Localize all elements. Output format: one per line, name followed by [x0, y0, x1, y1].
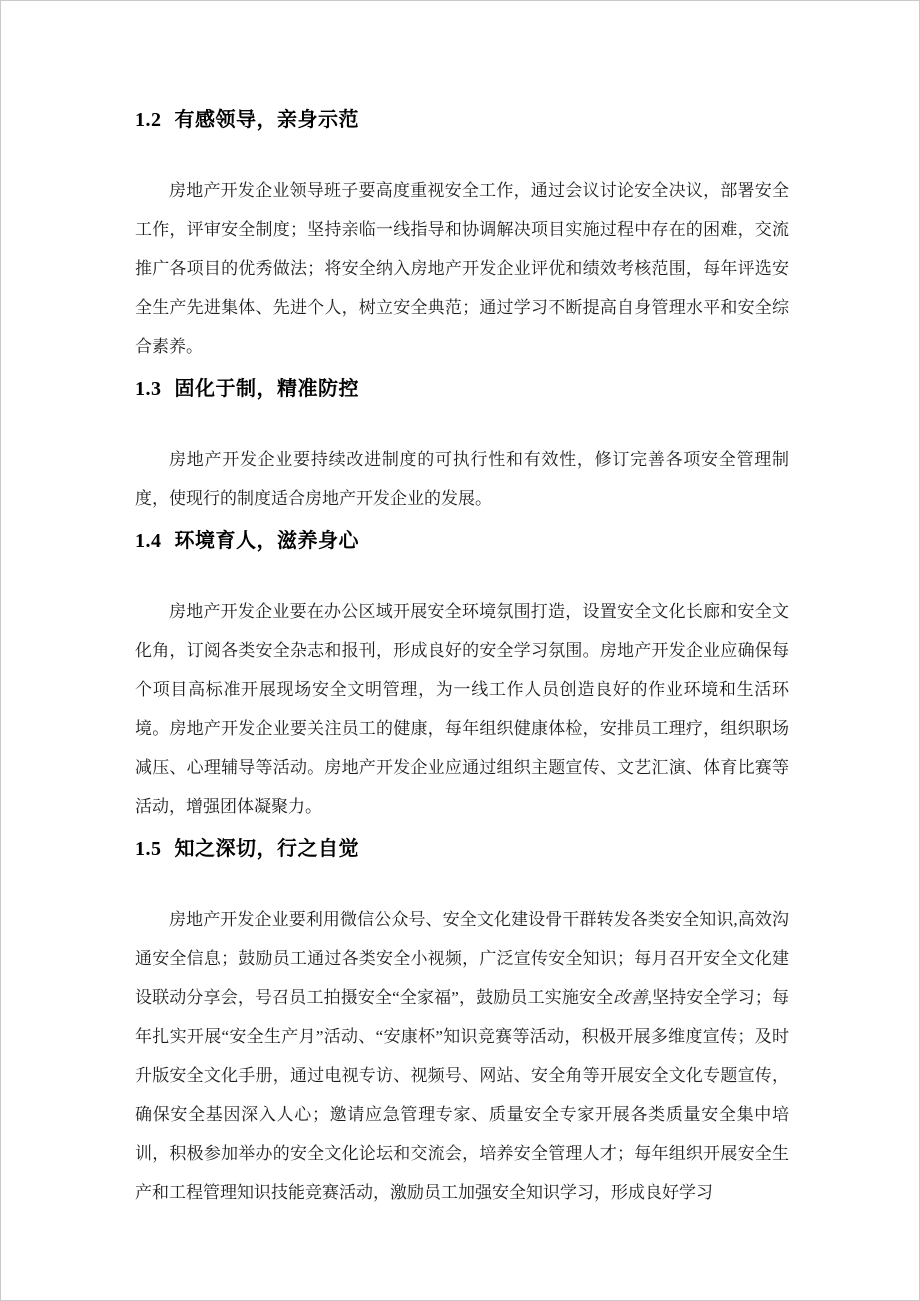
paragraph-text-italic: 改善 [613, 988, 648, 1007]
paragraph [135, 900, 789, 1212]
heading-title: 有感领导，亲身示范 [174, 109, 359, 131]
paragraph: 房地产开发企业要持续改进制度的可执行性和有效性，修订完善各项安全管理制度，使现行的制度适合房地产开发企业的发展。 [135, 450, 789, 508]
paragraph: 房地产开发企业要在办公区域开展安全环境氛围打造，设置安全文化长廊和安全文化角，订阅各类安全杂志和报刊，形成良好的安全学习氛围。房地产开发企业应确保每个项目高标准开展现场安全文明管理，为一线工作人员创造良好的作业环境和生活环境。房地产开发企业要关注员工的健康，每年组织健康体检，安排员工理疗，组织职场减压、心理辅导等活动。房地产开发企业应通过组织主题宣传、文艺汇演、体育比赛等活动，增强团体凝聚力。 [135, 602, 789, 816]
heading-number: 1.5 [135, 838, 162, 860]
section-heading [135, 107, 789, 133]
heading-number: 1.2 [135, 109, 162, 131]
paragraph-text: ,坚持安全学习；每年扎实开展“安全生产月”活动、“安康杯”知识竞赛等活动，积极开展多维度宣传；及时升版安全文化手册，通过电视专访、视频号、网站、安全角等开展安全文化专题宣传，确保安全基因深入人心；邀请应急管理专家、质量安全专家开展各类质量安全集中培训，积极参加举办的安全文化论坛和交流会，培养安全管理人才；每年组织开展安全生产和工程管理知识技能竞赛活动，激励员工加强安全知识学习，形成良好学习 [135, 988, 790, 1202]
heading-title: 环境育人，滋养身心 [174, 530, 359, 552]
section-heading [135, 836, 789, 862]
heading-number: 1.4 [135, 530, 162, 552]
heading-title: 固化于制，精准防控 [174, 378, 359, 400]
heading-title: 知之深切，行之自觉 [174, 838, 359, 860]
paragraph: 房地产开发企业领导班子要高度重视安全工作，通过会议讨论安全决议，部署安全工作，评审安全制度；坚持亲临一线指导和协调解决项目实施过程中存在的困难，交流推广各项目的优秀做法；将安全纳入房地产开发企业评优和绩效考核范围，每年评选安全生产先进集体、先进个人，树立安全典范；通过学习不断提高自身管理水平和安全综合素养。 [135, 181, 789, 356]
section-heading [135, 376, 789, 402]
section-heading [135, 528, 789, 554]
heading-number: 1.3 [135, 378, 162, 400]
section-1-5 [135, 836, 789, 1212]
section-1-3 [135, 376, 789, 518]
paragraph-text: 房地产开发企业要利用微信公众号、安全文化建设骨干群转发各类安全知识,高效沟通安全信息；鼓励员工通过各类安全小视频，广泛宣传安全知识；每月召开安全文化建设联动分享会，号召员工拍摄安全“全家福”，鼓励员工实施安全 [135, 910, 789, 1007]
section-1-2 [135, 107, 789, 366]
section-1-4 [135, 528, 789, 826]
